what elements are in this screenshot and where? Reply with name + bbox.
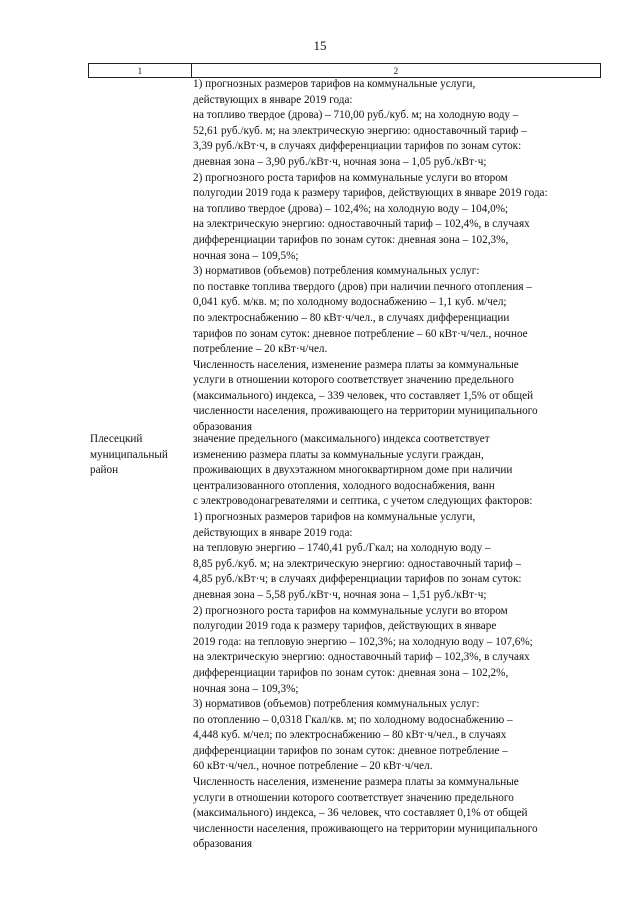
- column-header-1: 1: [89, 64, 192, 78]
- column-header-2: 2: [191, 64, 600, 78]
- table-header: [88, 63, 601, 78]
- row-2-text: значение предельного (максимального) индекса соответствует изменению размера платы за коммунальные услуги граждан, проживающих в двухэтажном многоквартирном доме при наличии централизованного отопления, холодного водоснабжения, ванн с электроводонагревателями и септика, с учетом следующих факторов: 1) прогнозных размеров тарифов на коммунальные услуги, действующих в январе 2019 года: на тепловую энергию – 1740,41 руб./Гкал; на холодную воду – 8,85 руб./куб. м; на электрическую энергию: одноставочный тариф – 4,85 руб./кВт·ч; в случаях дифференциации тарифов по зонам суток: дневная зона – 5,58 руб./кВт·ч, ночная зона – 1,51 руб./кВт·ч; 2) прогнозного роста тарифов на коммунальные услуги во втором полугодии 2019 года к размеру тарифов, действующих в январе 2019 года: на тепловую энергию – 102,3%; на холодную воду – 107,6%; на электрическую энергию: одноставочный тариф – 102,3%, в случаях дифференциации тарифов по зонам суток: дневная зона – 102,2%, ночная зона – 109,3%; 3) нормативов (объемов) потребления коммунальных услуг: по отоплению – 0,0318 Гкал/кв. м; по холодному водоснабжению – 4,448 куб. м/чел; по электроснабжению – 80 кВт·ч/чел., в случаях дифференциации тарифов по зонам суток: дневное потребление – 60 кВт·ч/чел., ночное потребление – 20 кВт·ч/чел. Численность населения, изменение размера платы за коммунальные услуги в отношении которого соответствует значению предельного (максимального) индекса, – 36 человек, что составляет 0,1% от общей численности населения, проживающего на территории муниципального образования: [193, 433, 538, 851]
- row-2-district: Плесецкий муниципальный район: [90, 433, 168, 477]
- row-1-text: 1) прогнозных размеров тарифов на коммунальные услуги, действующих в январе 2019 года: на топливо твердое (дрова) – 710,00 руб./куб. м; на холодную воду – 52,61 руб./куб. м; на электрическую энергию: одноставочный тариф – 3,39 руб./кВт·ч, в случаях дифференциации тарифов по зонам суток: дневная зона – 3,90 руб./кВт·ч, ночная зона – 1,05 руб./кВт·ч; 2) прогнозного роста тарифов на коммунальные услуги во втором полугодии 2019 года к размеру тарифов, действующих в январе 2019 года: на топливо твердое (дрова) – 102,4%; на холодную воду – 104,0%; на электрическую энергию: одноставочный тариф – 102,4%, в случаях дифференциации тарифов по зонам суток: дневная зона – 102,3%, ночная зона – 109,5%; 3) нормативов (объемов) потребления коммунальных услуг: по поставке топлива твердого (дров) при наличии печного отопления – 0,041 куб. м/кв. м; по холодному водоснабжению – 1,1 куб. м/чел; по электроснабжению – 80 кВт·ч/чел., в случаях дифференциации тарифов по зонам суток: дневное потребление – 60 кВт·ч/чел., ночное потребление – 20 кВт·ч/чел. Численность населения, изменение размера платы за коммунальные услуги в отношении которого соответствует значению предельного (максимального) индекса, – 339 человек, что составляет 1,5% от общей численности населения, проживающего на территории муниципального образования: [193, 78, 548, 434]
- page-number: 15: [313, 38, 327, 53]
